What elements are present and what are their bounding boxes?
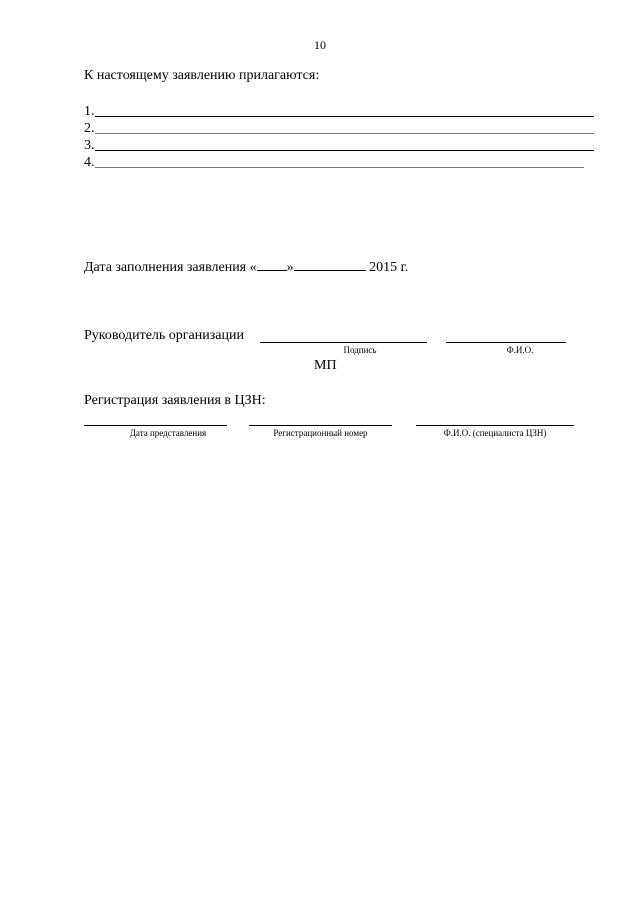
director-signature-line[interactable] bbox=[260, 330, 427, 343]
registration-title: Регистрация заявления в ЦЗН: bbox=[84, 393, 266, 408]
stamp-label: МП bbox=[314, 358, 337, 373]
fill-date-quote-close: » bbox=[286, 260, 294, 275]
fill-day-blank[interactable] bbox=[257, 258, 287, 271]
attachment-item bbox=[84, 119, 594, 136]
fill-year: 2015 г. bbox=[365, 260, 409, 275]
registration-date-line[interactable] bbox=[84, 415, 227, 426]
registration-number-caption: Регистрационный номер bbox=[273, 428, 368, 438]
registration-date-caption: Дата представления bbox=[129, 428, 207, 438]
registration-specialist-line[interactable] bbox=[416, 415, 574, 426]
page-number: 10 bbox=[314, 38, 326, 52]
attachment-number: 3. bbox=[84, 138, 95, 153]
attachment-number: 4. bbox=[84, 155, 95, 170]
attachment-blank-line[interactable] bbox=[95, 102, 595, 117]
attachment-blank-line[interactable] bbox=[95, 119, 595, 134]
attachment-item bbox=[84, 153, 584, 170]
signature-caption: Подпись bbox=[343, 345, 377, 355]
fill-date-label: Дата заполнения заявления « bbox=[84, 260, 257, 275]
attachment-item bbox=[84, 136, 594, 153]
name-caption: Ф.И.О. bbox=[506, 345, 534, 355]
fill-month-blank[interactable] bbox=[294, 258, 366, 271]
attachments-heading: К настоящему заявлению прилагаются: bbox=[84, 68, 320, 83]
attachment-number: 1. bbox=[84, 104, 95, 119]
fill-date-row bbox=[84, 258, 408, 276]
registration-specialist-caption: Ф.И.О. (специалиста ЦЗН) bbox=[443, 428, 547, 438]
attachment-item bbox=[84, 102, 594, 119]
attachments-list bbox=[84, 102, 594, 170]
director-name-line[interactable] bbox=[446, 330, 566, 343]
director-label: Руководитель организации bbox=[84, 328, 244, 343]
attachment-blank-line[interactable] bbox=[95, 136, 595, 151]
registration-number-line[interactable] bbox=[249, 415, 392, 426]
attachment-blank-line[interactable] bbox=[95, 153, 585, 168]
attachment-number: 2. bbox=[84, 121, 95, 136]
